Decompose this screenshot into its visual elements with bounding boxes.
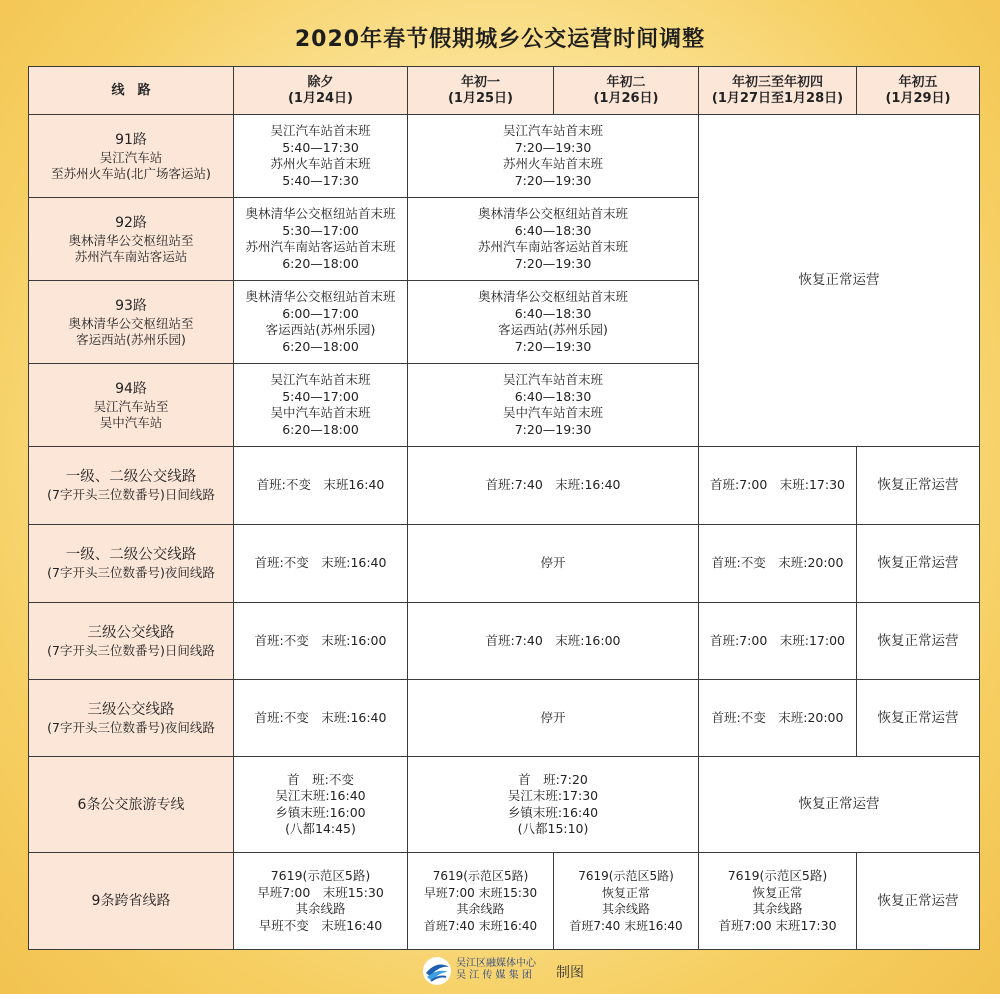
level12-night-day5: 恢复正常运营 (857, 525, 980, 603)
r94-chuxi: 吴江汽车站首末班 5:40—17:00 吴中汽车站首末班 6:20—18:00 (234, 364, 408, 447)
organization-name: 吴江区融媒体中心 吴 江 传 媒 集 团 (456, 958, 536, 981)
cross-day2: 7619(示范区5路) 恢复正常 其余线路 首班7:40 末班16:40 (554, 853, 699, 950)
cross-day3-4: 7619(示范区5路) 恢复正常 其余线路 首班7:00 末班17:30 (699, 853, 857, 950)
route-level12-night: 一级、二级公交线路 (7字开头三位数番号)夜间线路 (29, 525, 234, 603)
cross-day5: 恢复正常运营 (857, 853, 980, 950)
header-row (29, 67, 980, 115)
r93-day1-2: 奥林清华公交枢纽站首末班 6:40—18:30 客运西站(苏州乐园) 7:20—19:30 (408, 281, 699, 364)
level12-night-chuxi: 首班:不变 末班:16:40 (234, 525, 408, 603)
level3-night-chuxi: 首班:不变 末班:16:40 (234, 680, 408, 757)
cross-chuxi: 7619(示范区5路) 早班7:00 末班15:30 其余线路 早班不变 末班16:40 (234, 853, 408, 950)
table-row-tour (29, 757, 980, 853)
route-93: 93路 奥林清华公交枢纽站至 客运西站(苏州乐园) (29, 281, 234, 364)
tour-chuxi: 首 班:不变 吴江末班:16:40 乡镇末班:16:00 (八都14:45) (234, 757, 408, 853)
level12-day-chuxi: 首班:不变 末班16:40 (234, 447, 408, 525)
level12-day-day5: 恢复正常运营 (857, 447, 980, 525)
table-row-cross (29, 853, 980, 950)
level3-day-day5: 恢复正常运营 (857, 603, 980, 680)
r94-day1-2: 吴江汽车站首末班 6:40—18:30 吴中汽车站首末班 7:20—19:30 (408, 364, 699, 447)
header-day1: 年初一 (1月25日) (408, 67, 554, 115)
schedule-table (28, 66, 980, 950)
wujiang-media-logo-icon (422, 956, 452, 986)
level3-day-day1-2: 首班:7:40 末班:16:00 (408, 603, 699, 680)
route-cross: 9条跨省线路 (29, 853, 234, 950)
page-title: 2020年春节假期城乡公交运营时间调整 (294, 27, 706, 52)
level3-day-day3-4: 首班:7:00 末班:17:00 (699, 603, 857, 680)
header-chuxi: 除夕 (1月24日) (234, 67, 408, 115)
route-level3-night: 三级公交线路 (7字开头三位数番号)夜间线路 (29, 680, 234, 757)
made-by-label: 制图 (556, 965, 584, 981)
table-row-level3-day (29, 603, 980, 680)
header-day5: 年初五 (1月29日) (857, 67, 980, 115)
header-day2: 年初二 (1月26日) (554, 67, 699, 115)
level12-night-day1-2: 停开 (408, 525, 699, 603)
route-91: 91路 吴江汽车站 至苏州火车站(北广场客运站) (29, 115, 234, 198)
tour-day3-5: 恢复正常运营 (699, 757, 980, 853)
r92-chuxi: 奥林清华公交枢纽站首末班 5:30—17:00 苏州汽车南站客运站首末班 6:20—18:00 (234, 198, 408, 281)
header-day3-4: 年初三至年初四 (1月27日至1月28日) (699, 67, 857, 115)
cross-day1: 7619(示范区5路) 早班7:00 末班15:30 其余线路 首班7:40 末班16:40 (408, 853, 554, 950)
route-level12-day: 一级、二级公交线路 (7字开头三位数番号)日间线路 (29, 447, 234, 525)
route-92: 92路 奥林清华公交枢纽站至 苏州汽车南站客运站 (29, 198, 234, 281)
table-row-level12-night (29, 525, 980, 603)
route-tour: 6条公交旅游专线 (29, 757, 234, 853)
r91-day1-2: 吴江汽车站首末班 7:20—19:30 苏州火车站首末班 7:20—19:30 (408, 115, 699, 198)
tour-day1-2: 首 班:7:20 吴江末班:17:30 乡镇末班:16:40 (八都15:10) (408, 757, 699, 853)
level12-day-day3-4: 首班:7:00 末班:17:30 (699, 447, 857, 525)
header-route: 线 路 (29, 67, 234, 115)
route-level3-day: 三级公交线路 (7字开头三位数番号)日间线路 (29, 603, 234, 680)
table-row-level12-day (29, 447, 980, 525)
r93-chuxi: 奥林清华公交枢纽站首末班 6:00—17:00 客运西站(苏州乐园) 6:20—18:00 (234, 281, 408, 364)
table-row-91 (29, 115, 980, 198)
route-94: 94路 吴江汽车站至 吴中汽车站 (29, 364, 234, 447)
level12-day-day1-2: 首班:7:40 末班:16:40 (408, 447, 699, 525)
level3-night-day5: 恢复正常运营 (857, 680, 980, 757)
footer (0, 956, 1000, 986)
level3-day-chuxi: 首班:不变 末班:16:00 (234, 603, 408, 680)
table-row-level3-night (29, 680, 980, 757)
r91-chuxi: 吴江汽车站首末班 5:40—17:30 苏州火车站首末班 5:40—17:30 (234, 115, 408, 198)
level12-night-day3-4: 首班:不变 末班:20:00 (699, 525, 857, 603)
routes-91-94-restore: 恢复正常运营 (699, 115, 980, 447)
level3-night-day3-4: 首班:不变 末班:20:00 (699, 680, 857, 757)
level3-night-day1-2: 停开 (408, 680, 699, 757)
r92-day1-2: 奥林清华公交枢纽站首末班 6:40—18:30 苏州汽车南站客运站首末班 7:20—19:30 (408, 198, 699, 281)
